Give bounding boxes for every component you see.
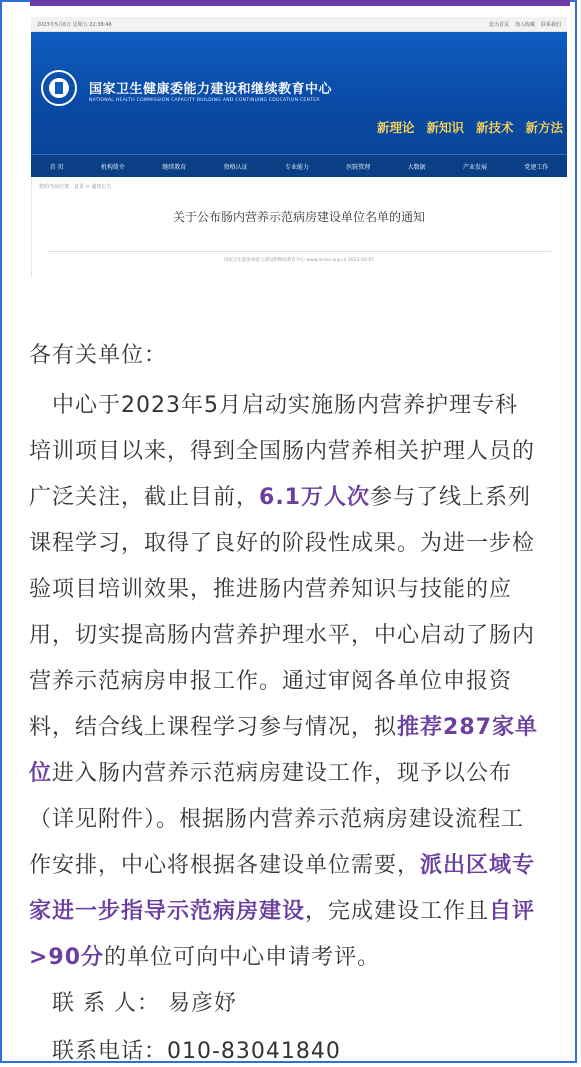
salutation: 各有关单位： — [29, 343, 168, 368]
slogans — [377, 118, 563, 136]
notice-meta: 国家卫生健康委能力建设和继续教育中心 www.ncme.org.cn 2023-05-07 — [223, 258, 375, 263]
website-screenshot — [31, 17, 567, 284]
text: 进入肠内营养示范病房建设工作，现予以公布 — [52, 761, 513, 786]
text: ，完成建设工作且 — [305, 899, 490, 924]
title-divider — [47, 251, 551, 252]
text: 培训项目以来，得到全国肠内营养相关护理人员的 — [29, 439, 536, 464]
text: 料，结合线上课程学习参与情况，拟 — [29, 715, 398, 740]
nav-big-data[interactable]: 大数据 — [407, 163, 426, 171]
text: 的单位可向中心申请考评。 — [104, 945, 381, 970]
paragraph-line — [29, 388, 518, 419]
paragraph-line — [29, 572, 512, 603]
slogan: 新知识 — [426, 120, 464, 135]
top-stripe — [30, 0, 570, 6]
nav-industry[interactable]: 产业发展 — [462, 163, 487, 171]
site-top-links — [489, 21, 561, 28]
paragraph-line — [29, 848, 535, 879]
content-rule — [31, 177, 32, 277]
paragraph-line — [29, 756, 512, 787]
highlight-text: 派出区域专 — [420, 853, 536, 878]
paragraph-line — [29, 664, 512, 695]
paragraph-line — [29, 802, 524, 833]
org-name-en: NATIONAL HEALTH COMMISSION CAPACITY BUILDING AND CONTINUING EDUCATION CENTER — [89, 98, 320, 103]
paragraph-line — [29, 480, 531, 511]
paragraph-line — [29, 434, 535, 465]
text: 参与了线上系列 — [370, 485, 532, 510]
paragraph-line — [29, 618, 535, 649]
set-homepage-link[interactable]: 设为首页 — [488, 21, 509, 28]
contact-phone: 联系电话：010-83041840 — [29, 1039, 341, 1064]
nav-about[interactable]: 机构简介 — [100, 163, 125, 171]
nav-home[interactable]: 首 页 — [49, 163, 64, 171]
text: 作安排，中心将根据各建设单位需要， — [29, 853, 421, 878]
highlight-text: 6.1万人次 — [259, 485, 370, 510]
slogan: 新理论 — [376, 120, 415, 135]
highlight-text: >90分 — [29, 945, 105, 970]
highlight-text: 位 — [29, 761, 53, 786]
site-date: 2023年5月6日 星期五 22:38:46 — [37, 21, 112, 28]
site-nav — [31, 154, 567, 177]
org-name-cn: 国家卫生健康委能力建设和继续教育中心 — [89, 82, 333, 97]
paragraph-line — [29, 894, 535, 925]
slogan: 新技术 — [475, 120, 514, 135]
text: 广泛关注，截止目前， — [29, 485, 260, 510]
contact-person: 联 系 人： 易彦妤 — [29, 991, 237, 1016]
slogan: 新方法 — [525, 120, 563, 135]
nav-certification[interactable]: 资格认证 — [223, 163, 248, 171]
site-topbar — [31, 17, 567, 32]
text: （详见附件）。根据肠内营养示范病房建设流程工 — [29, 807, 525, 832]
notice-title: 关于公布肠内营养示范病房建设单位名单的通知 — [172, 210, 425, 224]
highlight-text: 家进一步指导示范病房建设 — [29, 899, 306, 924]
highlight-text: 推荐287家单 — [397, 715, 538, 740]
site-banner — [31, 32, 567, 154]
emblem-icon — [41, 70, 77, 106]
text: 验项目培训效果，推进肠内营养知识与技能的应 — [29, 577, 513, 602]
site-content — [31, 177, 567, 269]
paragraph-line — [29, 526, 535, 557]
nav-hospital-mgmt[interactable]: 医院管理 — [346, 163, 371, 171]
nav-party[interactable]: 党建工作 — [524, 163, 549, 171]
highlight-text: 自评 — [489, 899, 536, 924]
breadcrumb: 您的当前位置：首页 > 通知公告 — [39, 184, 112, 190]
paragraph-line — [29, 710, 538, 741]
nav-capacity[interactable]: 专业能力 — [284, 163, 309, 171]
nav-education[interactable]: 继续教育 — [162, 163, 187, 171]
paragraph-line — [29, 940, 380, 971]
text: 中心于2023年5月启动实施肠内营养护理专科 — [29, 393, 518, 418]
contact-us-link[interactable]: 联系我们 — [540, 21, 561, 28]
text: 营养示范病房申报工作。通过审阅各单位申报资 — [29, 669, 513, 694]
add-favorite-link[interactable]: 加入收藏 — [514, 21, 535, 28]
text: 课程学习，取得了良好的阶段性成果。为进一步检 — [29, 531, 536, 556]
text: 用，切实提高肠内营养护理水平，中心启动了肠内 — [29, 623, 536, 648]
